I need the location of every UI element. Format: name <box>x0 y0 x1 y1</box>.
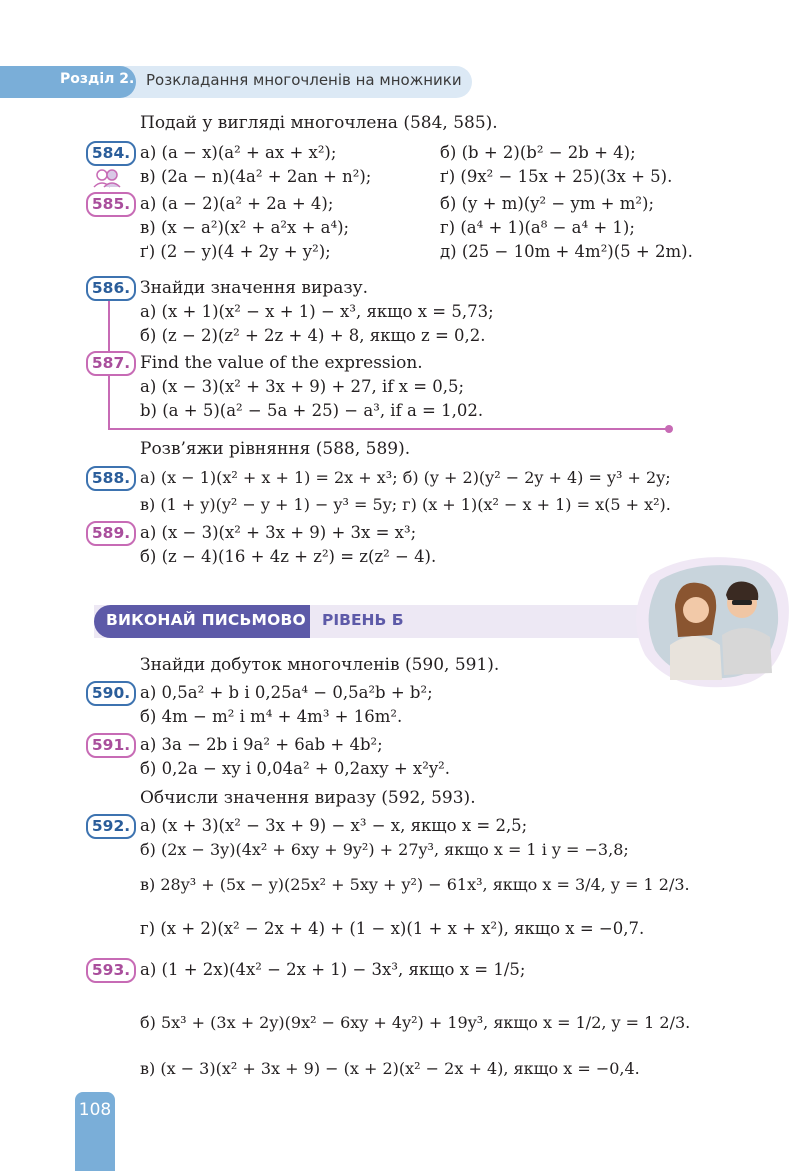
instruction-592-593: Обчисли значення виразу (592, 593). <box>140 788 476 808</box>
exercise-593-b: б) 5x³ + (3x + 2y)(9x² − 6xy + 4y²) + 19y³, якщо x = 1/2, y = 1 2/3. <box>140 1013 691 1032</box>
exercise-584-a: а) (a − x)(a² + ax + x²); <box>140 143 337 162</box>
exercise-593-v: в) (x − 3)(x² + 3x + 9) − (x + 2)(x² − 2x + 4), якщо x = −0,4. <box>140 1059 640 1078</box>
exercise-number-590: 590. <box>86 681 136 706</box>
exercise-589-b: б) (z − 4)(16 + 4z + z²) = z(z² − 4). <box>140 547 437 566</box>
connector-end-dot <box>665 425 673 433</box>
exercise-number-588: 588. <box>86 466 136 491</box>
pair-work-icon <box>92 168 122 188</box>
exercise-number-593: 593. <box>86 958 136 983</box>
exercise-number-591: 591. <box>86 733 136 758</box>
exercise-number-585: 585. <box>86 192 136 217</box>
exercise-588-line1: а) (x − 1)(x² + x + 1) = 2x + x³; б) (y + 2)(y² − 2y + 4) = y³ + 2y; <box>140 468 671 487</box>
exercise-number-584: 584. <box>86 141 136 166</box>
exercise-587-a: a) (x − 3)(x² + 3x + 9) + 27, if x = 0,5; <box>140 377 465 396</box>
exercise-585-v: в) (x − a²)(x² + a²x + a⁴); <box>140 218 350 237</box>
instruction-590-591: Знайди добуток многочленів (590, 591). <box>140 655 500 675</box>
exercise-584-g: ґ) (9x² − 15x + 25)(3x + 5). <box>440 167 673 186</box>
exercise-588-line2: в) (1 + y)(y² − y + 1) − y³ = 5y; г) (x + 1)(x² − x + 1) = x(5 + x²). <box>140 495 671 514</box>
exercise-592-v: в) 28y³ + (5x − y)(25x² + 5xy + y²) − 61x³, якщо x = 3/4, y = 1 2/3. <box>140 875 690 894</box>
chapter-label: Розділ 2. <box>60 71 135 87</box>
exercise-connector-horizontal <box>108 428 668 430</box>
exercise-number-587: 587. <box>86 351 136 376</box>
exercise-589-a: а) (x − 3)(x² + 3x + 9) + 3x = x³; <box>140 523 417 542</box>
exercise-586-b: б) (z − 2)(z² + 2z + 4) + 8, якщо z = 0,2. <box>140 326 486 345</box>
exercise-592-g: г) (x + 2)(x² − 2x + 4) + (1 − x)(1 + x + x²), якщо x = −0,7. <box>140 919 645 938</box>
exercise-590-a: а) 0,5a² + b і 0,25a⁴ − 0,5a²b + b²; <box>140 683 433 702</box>
page-number: 108 <box>78 1100 112 1120</box>
exercise-586-a: а) (x + 1)(x² − x + 1) − x³, якщо x = 5,73; <box>140 302 494 321</box>
exercise-586-text: Знайди значення виразу. <box>140 278 369 298</box>
written-task-label: ВИКОНАЙ ПИСЬМОВО <box>106 611 306 629</box>
exercise-587-b: b) (a + 5)(a² − 5a + 25) − a³, if a = 1,02. <box>140 401 484 420</box>
chapter-title: Розкладання многочленів на множники <box>146 71 462 89</box>
exercise-593-a: а) (1 + 2x)(4x² − 2x + 1) − 3x³, якщо x = 1/5; <box>140 960 526 979</box>
instruction-588-589: Розв’яжи рівняння (588, 589). <box>140 439 411 459</box>
exercise-585-g: г) (a⁴ + 1)(a⁸ − a⁴ + 1); <box>440 218 635 237</box>
level-label: РІВЕНЬ Б <box>322 611 404 629</box>
exercise-585-gg: ґ) (2 − y)(4 + 2y + y²); <box>140 242 331 261</box>
exercise-590-b: б) 4m − m² і m⁴ + 4m³ + 16m². <box>140 707 403 726</box>
exercise-591-b: б) 0,2a − xy і 0,04a² + 0,2axy + x²y². <box>140 759 451 778</box>
exercise-584-v: в) (2a − n)(4a² + 2an + n²); <box>140 167 372 186</box>
students-photo <box>630 555 790 690</box>
exercise-592-b: б) (2x − 3y)(4x² + 6xy + 9y²) + 27y³, якщо x = 1 і y = −3,8; <box>140 840 629 859</box>
exercise-585-b: б) (y + m)(y² − ym + m²); <box>440 194 655 213</box>
instruction-584-585: Подай у вигляді многочлена (584, 585). <box>140 113 498 133</box>
exercise-584-b: б) (b + 2)(b² − 2b + 4); <box>440 143 636 162</box>
exercise-587-text: Find the value of the expression. <box>140 353 423 373</box>
exercise-number-592: 592. <box>86 814 136 839</box>
exercise-585-d: д) (25 − 10m + 4m²)(5 + 2m). <box>440 242 693 261</box>
exercise-number-586: 586. <box>86 276 136 301</box>
exercise-585-a: а) (a − 2)(a² + 2a + 4); <box>140 194 334 213</box>
exercise-591-a: а) 3a − 2b і 9a² + 6ab + 4b²; <box>140 735 383 754</box>
exercise-592-a: а) (x + 3)(x² − 3x + 9) − x³ − x, якщо x = 2,5; <box>140 816 528 835</box>
exercise-number-589: 589. <box>86 521 136 546</box>
